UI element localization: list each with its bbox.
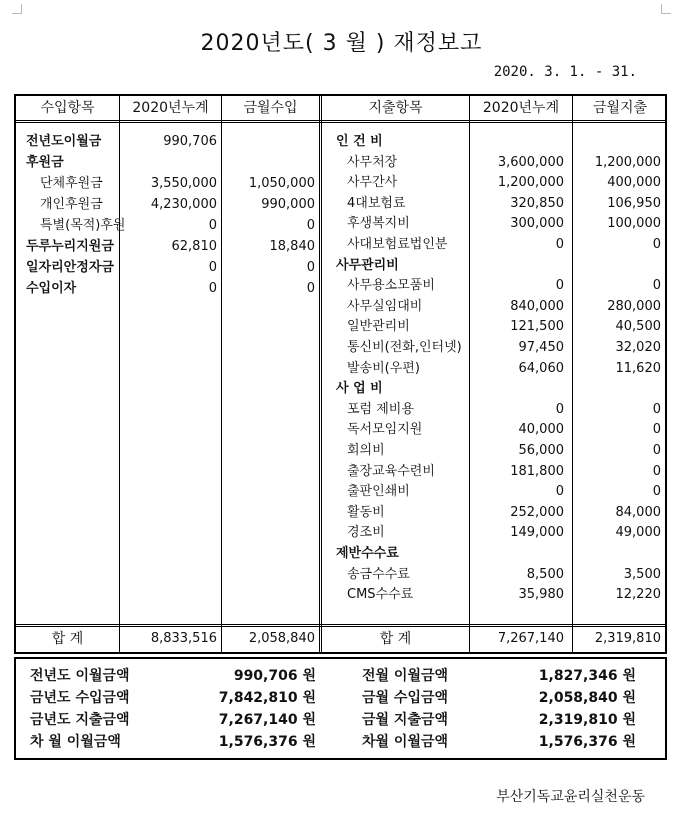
header-income-month: 금월수입	[243, 100, 298, 116]
expense-item-cumulative: 0	[555, 278, 564, 294]
header-divider	[16, 120, 665, 123]
expense-item-cumulative: 97,450	[518, 340, 564, 355]
expense-item-cumulative: 840,000	[510, 298, 564, 314]
expense-item-month: 0	[652, 422, 661, 438]
income-item-label: 수입이자	[26, 281, 77, 296]
expense-item-month: 49,000	[615, 525, 661, 541]
expense-total-label: 합 계	[379, 631, 412, 647]
expense-item-month: 84,000	[615, 504, 661, 520]
expense-item-label: 사무관리비	[336, 257, 399, 273]
expense-item-label: 사무실임대비	[347, 298, 423, 314]
expense-item-month: 3,500	[623, 566, 661, 582]
income-total-cumulative: 8,833,516	[150, 631, 217, 646]
expense-item-label: 발송비(우편)	[347, 360, 420, 376]
expense-item-cumulative: 181,800	[510, 463, 564, 479]
income-item-cumulative: 3,550,000	[150, 176, 217, 191]
expense-item-month: 1,200,000	[594, 154, 661, 170]
income-item-cumulative: 4,230,000	[150, 197, 217, 212]
header-income-cumulative: 2020년누계	[132, 100, 209, 116]
expense-item-label: 사 업 비	[336, 381, 383, 397]
expense-item-cumulative: 35,980	[518, 587, 564, 603]
expense-item-cumulative: 149,000	[510, 525, 564, 541]
expense-item-cumulative: 0	[555, 484, 564, 500]
report-period: 2020. 3. 1. - 31.	[493, 64, 637, 80]
summary-left-value: 990,706 원	[233, 668, 316, 684]
expense-item-label: 포럼 제비용	[347, 401, 414, 417]
expense-item-month: 106,950	[607, 195, 661, 211]
expense-item-month: 11,620	[615, 360, 661, 376]
summary-right-value: 1,827,346 원	[538, 668, 636, 684]
expense-item-cumulative: 252,000	[510, 504, 564, 520]
summary-right-label: 금월 지출금액	[362, 712, 449, 728]
expense-item-label: 사무용소모품비	[347, 278, 435, 294]
income-total-month: 2,058,840	[248, 631, 315, 646]
income-item-cumulative: 0	[208, 218, 217, 233]
expense-item-month: 0	[652, 237, 661, 252]
total-divider	[16, 624, 665, 627]
summary-right-value: 1,576,376 원	[538, 734, 636, 750]
expense-item-month: 40,500	[615, 319, 661, 335]
income-item-cumulative: 0	[208, 281, 217, 296]
income-item-label: 두루누리지원금	[26, 239, 114, 254]
income-item-label: 개인후원금	[40, 197, 103, 212]
summary-left-value: 7,267,140 원	[218, 712, 316, 728]
expense-item-cumulative: 0	[555, 401, 564, 417]
summary-left-value: 7,842,810 원	[218, 690, 316, 706]
expense-total-month: 2,319,810	[594, 631, 661, 646]
summary-box	[14, 657, 667, 760]
expense-item-label: 통신비(전화,인터넷)	[347, 340, 462, 355]
expense-item-cumulative: 0	[555, 237, 564, 252]
expense-item-label: 출판인쇄비	[347, 484, 410, 500]
expense-item-month: 0	[652, 278, 661, 294]
col-divider-double	[319, 96, 322, 652]
expense-item-label: 인 건 비	[336, 134, 383, 149]
expense-item-label: 회의비	[347, 443, 385, 458]
expense-item-month: 0	[652, 484, 661, 500]
income-item-month: 990,000	[261, 197, 315, 212]
expense-item-month: 12,220	[615, 587, 661, 603]
income-item-label: 특별(목적)후원	[40, 218, 126, 233]
expense-item-cumulative: 40,000	[518, 422, 564, 438]
expense-item-month: 100,000	[607, 216, 661, 232]
expense-item-label: 활동비	[347, 504, 385, 520]
summary-left-label: 차 월 이월금액	[30, 734, 121, 750]
income-item-month: 0	[306, 260, 315, 275]
expense-item-label: 후생복지비	[347, 216, 410, 232]
expense-item-month: 0	[652, 443, 661, 458]
expense-item-cumulative: 1,200,000	[497, 175, 564, 191]
income-item-month: 0	[306, 218, 315, 233]
expense-item-label: 사대보험료법인분	[347, 237, 448, 252]
header-expense-item: 지출항목	[368, 100, 423, 116]
summary-left-value: 1,576,376 원	[218, 734, 316, 750]
expense-item-cumulative: 56,000	[518, 443, 564, 458]
summary-right-label: 금월 수입금액	[362, 690, 449, 706]
summary-right-label: 전월 이월금액	[362, 668, 449, 684]
expense-item-label: 송금수수료	[347, 566, 410, 582]
expense-item-cumulative: 3,600,000	[497, 154, 564, 170]
expense-item-cumulative: 300,000	[510, 216, 564, 232]
header-expense-cumulative: 2020년누계	[482, 100, 560, 116]
income-item-label: 후원금	[26, 155, 64, 170]
summary-right-label: 차월 이월금액	[362, 734, 449, 750]
expense-item-month: 32,020	[615, 340, 661, 355]
summary-right-value: 2,319,810 원	[538, 712, 636, 728]
page-corner-mark-right	[661, 4, 671, 14]
expense-item-cumulative: 64,060	[518, 360, 564, 376]
expense-item-label: 출장교육수련비	[347, 463, 435, 479]
expense-item-cumulative: 121,500	[510, 319, 564, 335]
income-item-month: 0	[306, 281, 315, 296]
finance-table	[14, 94, 667, 654]
expense-item-label: 경조비	[347, 525, 385, 541]
expense-item-cumulative: 8,500	[526, 566, 564, 582]
income-item-month: 1,050,000	[248, 176, 315, 191]
income-item-cumulative: 0	[208, 260, 217, 275]
page-corner-mark-left	[12, 4, 22, 14]
income-item-label: 일자리안정자금	[26, 260, 114, 275]
expense-total-cumulative: 7,267,140	[497, 631, 564, 646]
income-item-label: 전년도이월금	[26, 134, 102, 149]
expense-item-month: 400,000	[607, 175, 661, 191]
expense-item-label: 제반수수료	[336, 546, 399, 561]
income-item-label: 단체후원금	[40, 176, 103, 191]
expense-item-label: CMS수수료	[347, 587, 414, 603]
organization-name: 부산기독교윤리실천운동	[496, 789, 645, 805]
summary-left-label: 금년도 지출금액	[30, 712, 130, 728]
summary-left-label: 전년도 이월금액	[30, 668, 130, 684]
expense-item-label: 독서모임지원	[347, 422, 423, 438]
income-item-cumulative: 990,706	[163, 134, 217, 149]
summary-right-value: 2,058,840 원	[538, 690, 636, 706]
income-item-cumulative: 62,810	[171, 239, 217, 254]
report-title: 2020년도( 3 월 ) 재정보고	[200, 31, 483, 56]
income-item-month: 18,840	[269, 239, 315, 254]
expense-item-label: 사무처장	[347, 154, 398, 170]
expense-item-month: 0	[652, 401, 661, 417]
summary-left-label: 금년도 수입금액	[30, 690, 130, 706]
header-expense-month: 금월지출	[592, 100, 648, 116]
expense-item-label: 사무간사	[347, 175, 398, 191]
expense-item-cumulative: 320,850	[510, 195, 564, 211]
expense-item-label: 4대보험료	[347, 195, 406, 211]
expense-item-month: 280,000	[607, 298, 661, 314]
income-total-label: 합 계	[51, 631, 84, 647]
header-income-item: 수입항목	[40, 100, 95, 116]
expense-item-label: 일반관리비	[347, 319, 410, 335]
expense-item-month: 0	[652, 463, 661, 479]
